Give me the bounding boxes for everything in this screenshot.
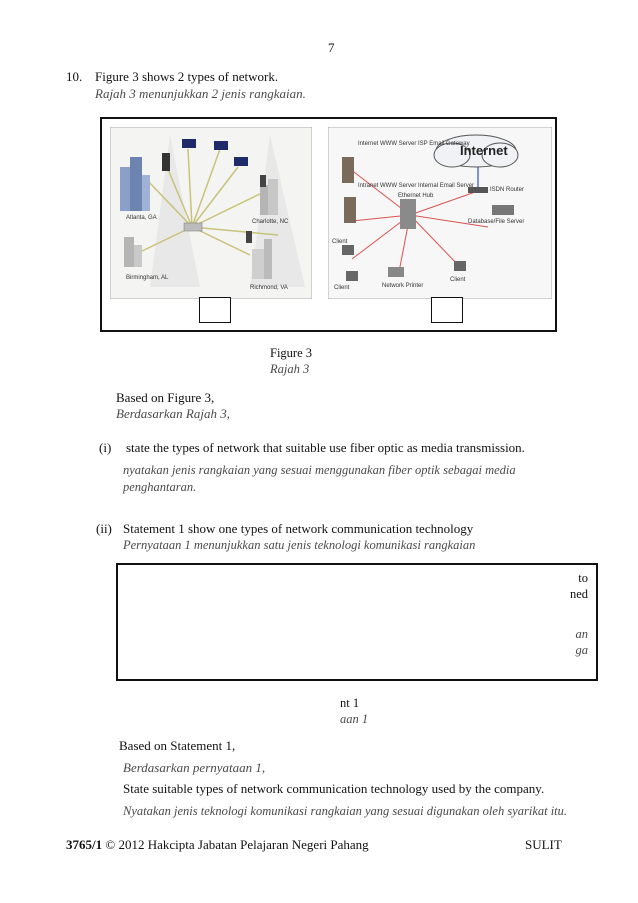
footer-code: 3765/1 xyxy=(66,837,103,852)
wan-network-image xyxy=(110,127,312,299)
figure-caption-malay: Rajah 3 xyxy=(270,362,310,376)
based-on-statement: Based on Statement 1, xyxy=(119,738,236,753)
label-client-1: Client xyxy=(332,239,348,245)
statement-fragment-2: ned xyxy=(569,587,588,601)
label-birmingham: Birmingham, AL xyxy=(126,275,169,281)
lan-network-image xyxy=(328,127,552,299)
figure-caption: Figure 3 xyxy=(270,346,313,360)
final-question-malay: Nyatakan jenis teknologi komunikasi rangkaian yang sesuai digunakan oleh syarikat itu. xyxy=(123,804,568,818)
part-ii-question-malay: Pernyataan 1 menunjukkan satu jenis teknologi komunikasi rangkaian xyxy=(123,538,476,552)
label-client-2: Client xyxy=(334,285,350,291)
label-atlanta: Atlanta, GA xyxy=(126,215,157,221)
part-i-label: (i) xyxy=(99,440,112,455)
question-text-malay: Rajah 3 menunjukkan 2 jenis rangkaian. xyxy=(95,86,306,101)
final-question: State suitable types of network communication technology used by the company. xyxy=(123,781,545,796)
part-i-question-malay-1: nyatakan jenis rangkaian yang sesuai menggunakan fiber optik sebagai media xyxy=(123,463,516,477)
question-text: Figure 3 shows 2 types of network. xyxy=(95,69,279,84)
statement-fragment-1: to xyxy=(578,571,588,585)
based-on-figure: Based on Figure 3, xyxy=(116,390,215,405)
footer-copyright: © 2012 Hakcipta Jabatan Pelajaran Negeri Pahang xyxy=(105,837,369,852)
answer-box-left[interactable] xyxy=(199,297,231,323)
statement-fragment-3: an xyxy=(575,627,588,641)
footer xyxy=(66,837,369,853)
label-network-printer: Network Printer xyxy=(382,283,424,289)
label-richmond: Richmond, VA xyxy=(250,285,288,291)
label-client-3: Client xyxy=(450,277,466,283)
internet-label: Internet xyxy=(460,143,508,158)
part-ii-question: Statement 1 show one types of network communication technology xyxy=(123,521,474,536)
question-number: 10. xyxy=(66,69,83,84)
label-internet-www-server: Internet WWW Server ISP Email Gateway xyxy=(358,141,470,147)
statement-fragment-4: ga xyxy=(575,643,588,657)
part-ii-label: (ii) xyxy=(96,521,112,536)
figure-3-frame xyxy=(100,117,557,332)
statement-caption-malay: aan 1 xyxy=(340,712,369,726)
label-ethernet-hub: Ethernet Hub xyxy=(398,193,434,199)
part-i-question-malay-2: penghantaran. xyxy=(123,480,197,494)
part-i-question: state the types of network that suitable use fiber optic as media transmission. xyxy=(126,440,525,455)
statement-caption: nt 1 xyxy=(340,696,360,710)
label-charlotte: Charlotte, NC xyxy=(252,219,289,225)
based-on-statement-malay: Berdasarkan pernyataan 1, xyxy=(123,760,266,775)
based-on-figure-malay: Berdasarkan Rajah 3, xyxy=(116,406,230,421)
label-intranet-server: Intranet WWW Server Internal Email Server xyxy=(358,183,475,189)
page-number: 7 xyxy=(328,40,335,55)
footer-status: SULIT xyxy=(525,837,562,852)
answer-box-right[interactable] xyxy=(431,297,463,323)
statement-1-box xyxy=(116,563,598,681)
label-isdn-router: ISDN Router xyxy=(490,187,525,193)
label-database-server: Database/File Server xyxy=(468,219,525,225)
